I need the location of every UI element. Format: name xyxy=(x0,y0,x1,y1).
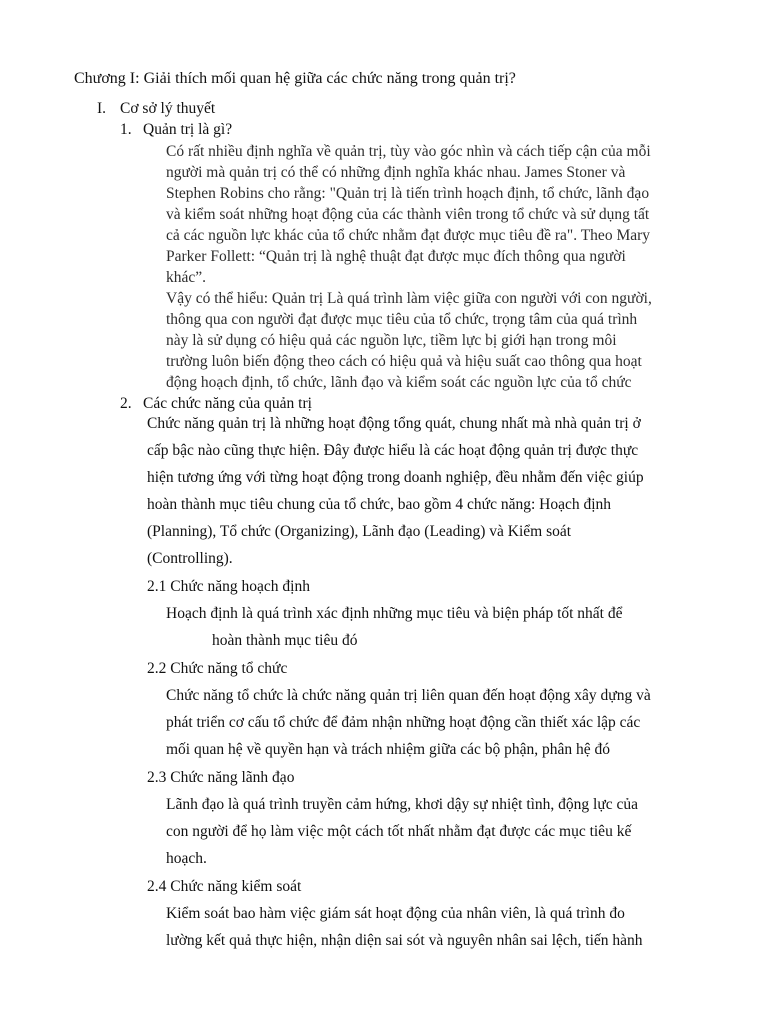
item-heading: Quản trị là gì? xyxy=(143,121,233,138)
paragraph-line: hiện tương ứng với từng hoạt động trong doanh nghiệp, đều nhằm đến việc giúp xyxy=(147,469,644,486)
paragraph-line: (Planning), Tổ chức (Organizing), Lãnh đạo (Leading) và Kiểm soát xyxy=(147,523,572,540)
paragraph-line: lường kết quả thực hiện, nhận diện sai sót và nguyên nhân sai lệch, tiến hành xyxy=(166,932,643,949)
paragraph-line: cấp bậc nào cũng thực hiện. Đây được hiểu là các hoạt động quản trị được thực xyxy=(147,442,639,459)
paragraph-line: cả các nguồn lực khác của tổ chức nhằm đạt được mục tiêu đề ra". Theo Mary xyxy=(166,227,651,244)
paragraph-line: mối quan hệ về quyền hạn và trách nhiệm giữa các bộ phận, phân hệ đó xyxy=(166,741,610,758)
paragraph-line: Chức năng quản trị là những hoạt động tổng quát, chung nhất mà nhà quản trị ở xyxy=(147,415,641,432)
section-heading: Cơ sở lý thuyết xyxy=(120,100,216,117)
paragraph-line: thông qua con người đạt được mục tiêu của tổ chức, trọng tâm của quá trình xyxy=(166,311,638,328)
paragraph-line: hoạch. xyxy=(166,850,207,867)
chapter-title: Chương I: Giải thích mối quan hệ giữa các chức năng trong quản trị? xyxy=(74,70,516,87)
subsection-heading-organizing: 2.2 Chức năng tổ chức xyxy=(147,660,288,677)
paragraph-line: động hoạch định, tổ chức, lãnh đạo và kiểm soát các nguồn lực của tổ chức xyxy=(166,374,632,391)
paragraph-line: Hoạch định là quá trình xác định những mục tiêu và biện pháp tốt nhất để xyxy=(166,605,623,622)
paragraph-line: khác”. xyxy=(166,269,207,286)
paragraph-line: này là sử dụng có hiệu quả các nguồn lực, tiềm lực bị giới hạn trong môi xyxy=(166,332,617,349)
paragraph-line: người mà quản trị có thể có những định nghĩa khác nhau. James Stoner và xyxy=(166,164,626,181)
paragraph-line: (Controlling). xyxy=(147,550,233,567)
paragraph-line: hoàn thành mục tiêu đó xyxy=(212,632,358,649)
paragraph-line: phát triển cơ cấu tổ chức để đảm nhận những hoạt động cần thiết xác lập các xyxy=(166,714,641,731)
paragraph-line: trường luôn biến động theo cách có hiệu quả và hiệu suất cao thông qua hoạt xyxy=(166,353,642,370)
item-number: 1. xyxy=(120,121,132,138)
paragraph-line: Kiểm soát bao hàm việc giám sát hoạt động của nhân viên, là quá trình đo xyxy=(166,905,625,922)
paragraph-line: Parker Follett: “Quản trị là nghệ thuật đạt được mục đích thông qua người xyxy=(166,248,626,265)
subsection-heading-planning: 2.1 Chức năng hoạch định xyxy=(147,578,310,595)
item-heading: Các chức năng của quản trị xyxy=(143,395,312,412)
paragraph-line: Chức năng tổ chức là chức năng quản trị liên quan đến hoạt động xây dựng và xyxy=(166,687,651,704)
section-number: I. xyxy=(97,100,107,117)
paragraph-line: hoàn thành mục tiêu chung của tổ chức, bao gồm 4 chức năng: Hoạch định xyxy=(147,496,612,513)
paragraph-line: Stephen Robins cho rằng: "Quản trị là tiến trình hoạch định, tổ chức, lãnh đạo xyxy=(166,185,650,202)
paragraph-line: con người để họ làm việc một cách tốt nhất nhằm đạt được các mục tiêu kế xyxy=(166,823,632,840)
subsection-heading-controlling: 2.4 Chức năng kiểm soát xyxy=(147,878,302,895)
paragraph-line: Có rất nhiều định nghĩa về quản trị, tùy vào góc nhìn và cách tiếp cận của mỗi xyxy=(166,143,651,160)
subsection-heading-leading: 2.3 Chức năng lãnh đạo xyxy=(147,769,295,786)
item-number: 2. xyxy=(120,395,132,412)
paragraph-line: và kiểm soát những hoạt động của các thành viên trong tổ chức và sử dụng tất xyxy=(166,206,650,223)
paragraph-line: Vậy có thể hiểu: Quản trị Là quá trình làm việc giữa con người với con người, xyxy=(166,290,652,307)
paragraph-line: Lãnh đạo là quá trình truyền cảm hứng, khơi dậy sự nhiệt tình, động lực của xyxy=(166,796,639,813)
